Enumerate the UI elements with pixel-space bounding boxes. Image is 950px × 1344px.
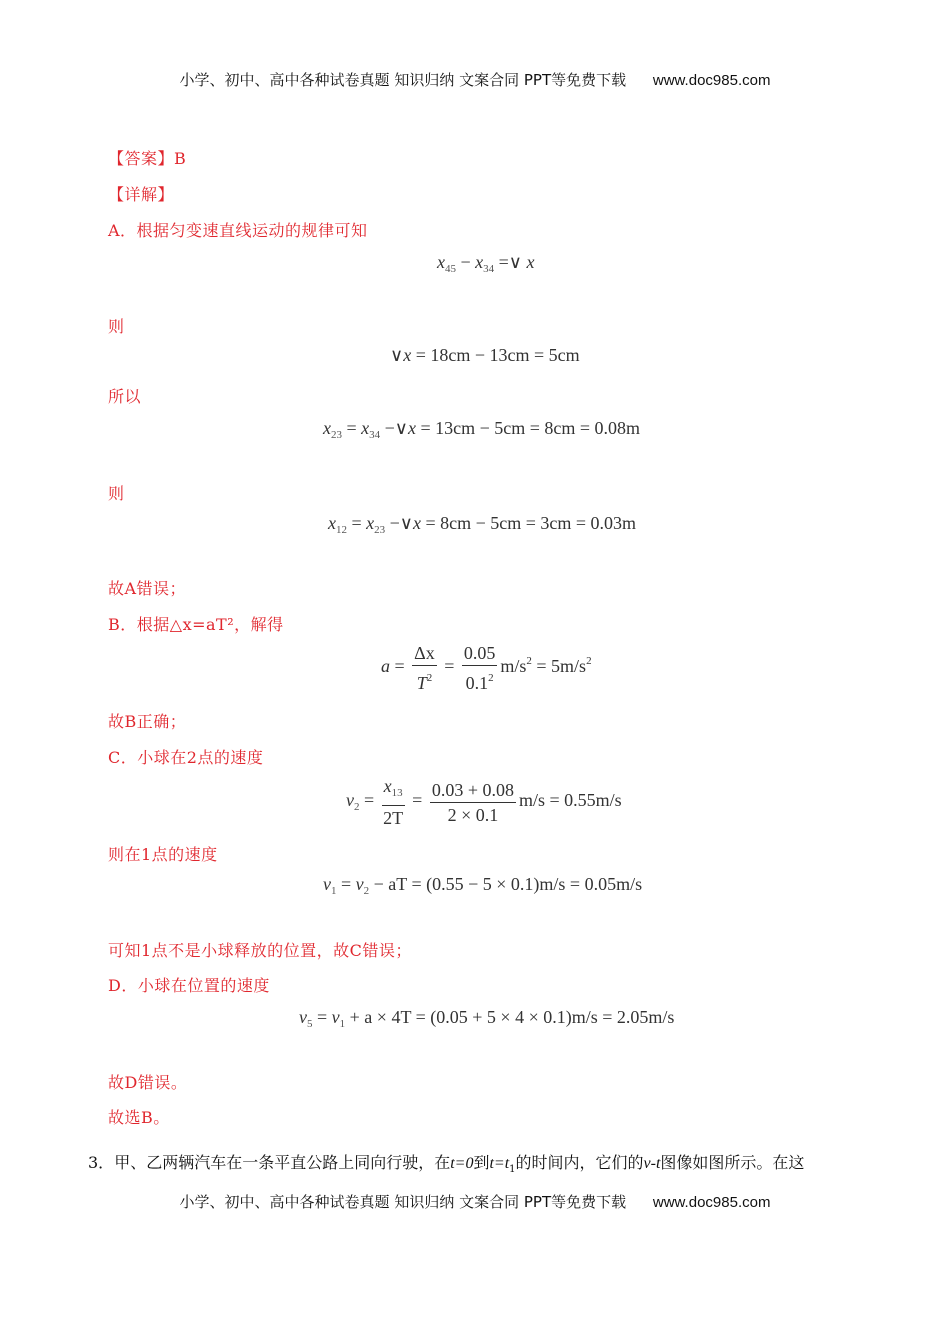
- equation-a1: $x_{45} - x_{34}$ =∨ x: [437, 252, 535, 275]
- section-a-then-1: 则: [108, 317, 125, 336]
- section-a-so: 所以: [108, 387, 142, 406]
- section-a-intro: A．根据匀变速直线运动的规律可知: [108, 221, 368, 240]
- section-c-conclusion: 可知1点不是小球释放的位置，故C错误；: [108, 941, 412, 960]
- page-footer: [0, 1191, 950, 1212]
- section-a-conclusion: 故A错误；: [108, 579, 187, 598]
- section-c-then: 则在1点的速度: [108, 845, 218, 864]
- equation-a2: ∨x = 18cm − 13cm = 5cm: [390, 345, 580, 365]
- question-3: 3．甲、乙两辆汽车在一条平直公路上同向行驶，在t=0到$t=t_1$的时间内，它们的v-t图像如图所示。在这: [88, 1153, 805, 1176]
- header-text: 小学、初中、高中各种试卷真题 知识归纳 文案合同 PPT等免费下载: [179, 71, 627, 89]
- detail-label: 【详解】: [108, 185, 175, 204]
- footer-site-link[interactable]: www.doc985.com: [652, 1194, 771, 1211]
- final-answer: 故选B。: [108, 1108, 170, 1127]
- answer-label: 【答案】B: [108, 149, 187, 168]
- equation-a4: $x_{12} = x_{23}$ −∨x = 8cm − 5cm = 3cm = 0.03m: [328, 513, 637, 536]
- equation-a3: $x_{23} = x_{34}$ −∨x = 13cm − 5cm = 8cm = 0.08m: [323, 418, 641, 441]
- section-d-intro: D．小球在位置的速度: [108, 976, 270, 995]
- header-site-link[interactable]: www.doc985.com: [652, 72, 771, 89]
- equation-b: a = $\frac{\Delta x}{T^2}$ = $\frac{0.05}{0.1^2}$ $m/s^2 = 5m/s^2$: [381, 643, 592, 693]
- section-b-intro: B．根据△x=aT²，解得: [108, 615, 284, 634]
- footer-text: 小学、初中、高中各种试卷真题 知识归纳 文案合同 PPT等免费下载: [179, 1193, 627, 1211]
- section-c-intro: C．小球在2点的速度: [108, 748, 264, 767]
- section-d-conclusion: 故D错误。: [108, 1073, 188, 1092]
- section-b-conclusion: 故B正确；: [108, 712, 187, 731]
- equation-c2: $v_1 = v_2$ − aT = (0.55 − 5 × 0.1)m/s = 0.05m/s: [323, 874, 643, 897]
- equation-c1: $v_2$ = $\frac{x_{13}}{2T}$ = $\frac{0.03 + 0.08}{2 \times 0.1}$ m/s = 0.55m/s: [346, 776, 622, 828]
- section-a-then-2: 则: [108, 484, 125, 503]
- page-header: [0, 69, 950, 90]
- equation-d: $v_5 = v_1 + a \times 4T = (0.05 + 5 \times 4 \times 0.1)m/s = 2.05m/s$: [299, 1007, 675, 1030]
